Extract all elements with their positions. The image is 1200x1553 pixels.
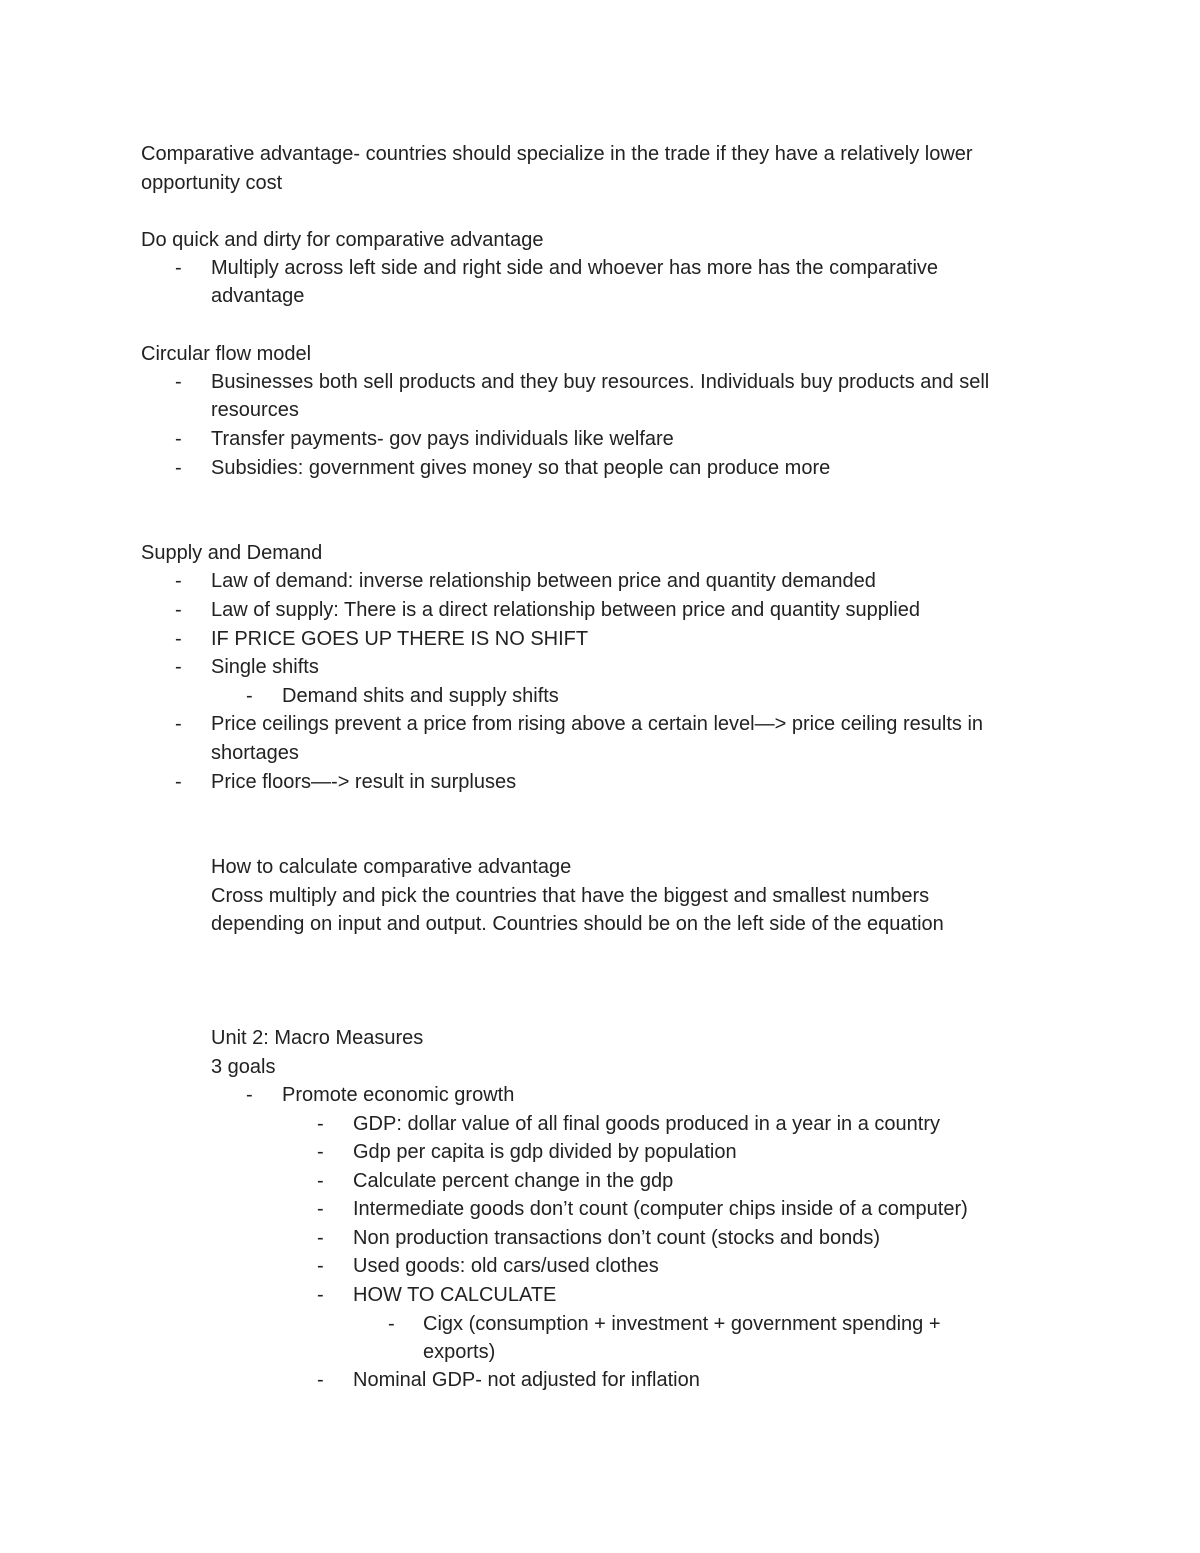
bullet-dash: - (175, 457, 182, 479)
unit2-sub-2: Gdp per capita is gdp divided by population (353, 1141, 737, 1163)
bullet-dash: - (175, 771, 182, 793)
unit2-sub-6: Used goods: old cars/used clothes (353, 1255, 659, 1277)
bullet-dash: - (175, 713, 182, 735)
bullet-dash: - (388, 1313, 395, 1335)
supply-demand-item-5-line-2: shortages (211, 742, 299, 764)
circular-flow-item-1-line-2: resources (211, 399, 299, 421)
calc-line-1: Cross multiply and pick the countries that have the biggest and smallest numbers (211, 885, 930, 907)
unit2-sub-8: Nominal GDP- not adjusted for inflation (353, 1369, 700, 1391)
bullet-dash: - (317, 1255, 324, 1277)
unit2-sub-4: Intermediate goods don’t count (computer chips inside of a computer) (353, 1198, 968, 1220)
bullet-dash: - (175, 371, 182, 393)
circular-flow-heading: Circular flow model (141, 343, 312, 365)
quick-dirty-item-1-line-2: advantage (211, 285, 305, 307)
supply-demand-item-4: Single shifts (211, 656, 319, 678)
supply-demand-item-1: Law of demand: inverse relationship between price and quantity demanded (211, 570, 876, 592)
bullet-dash: - (246, 685, 253, 707)
supply-demand-item-3: IF PRICE GOES UP THERE IS NO SHIFT (211, 628, 589, 650)
bullet-dash: - (175, 656, 182, 678)
supply-demand-item-4-sub-1: Demand shits and supply shifts (282, 685, 559, 707)
calc-heading: How to calculate comparative advantage (211, 856, 572, 878)
bullet-dash: - (175, 428, 182, 450)
calc-line-2: depending on input and output. Countries should be on the left side of the equation (211, 913, 944, 935)
supply-demand-item-6: Price floors—-> result in surpluses (211, 771, 517, 793)
unit2-sub-7-item-1-line-1: Cigx (consumption + investment + government spending + (423, 1313, 941, 1335)
unit2-sub-7-item-1-line-2: exports) (423, 1341, 496, 1363)
bullet-dash: - (317, 1284, 324, 1306)
circular-flow-item-3: Subsidies: government gives money so that people can produce more (211, 457, 831, 479)
unit2-sub-5: Non production transactions don’t count (stocks and bonds) (353, 1227, 880, 1249)
bullet-dash: - (175, 257, 182, 279)
unit2-sub-1: GDP: dollar value of all final goods produced in a year in a country (353, 1113, 941, 1135)
unit2-goals: 3 goals (211, 1056, 276, 1078)
bullet-dash: - (317, 1227, 324, 1249)
bullet-dash: - (175, 628, 182, 650)
unit2-sub-7: HOW TO CALCULATE (353, 1284, 557, 1306)
supply-demand-heading: Supply and Demand (141, 542, 323, 564)
circular-flow-item-1-line-1: Businesses both sell products and they buy resources. Individuals buy products and sell (211, 371, 990, 393)
bullet-dash: - (317, 1369, 324, 1391)
quick-dirty-item-1-line-1: Multiply across left side and right side and whoever has more has the comparative (211, 257, 939, 279)
comparative-advantage-line-1: Comparative advantage- countries should specialize in the trade if they have a relatively lower (141, 143, 973, 165)
comparative-advantage-line-2: opportunity cost (141, 172, 283, 194)
bullet-dash: - (317, 1113, 324, 1135)
bullet-dash: - (175, 570, 182, 592)
unit2-heading: Unit 2: Macro Measures (211, 1027, 424, 1049)
bullet-dash: - (317, 1141, 324, 1163)
supply-demand-item-2: Law of supply: There is a direct relationship between price and quantity supplied (211, 599, 920, 621)
unit2-sub-3: Calculate percent change in the gdp (353, 1170, 674, 1192)
supply-demand-item-5-line-1: Price ceilings prevent a price from rising above a certain level—> price ceiling results in (211, 713, 984, 735)
circular-flow-item-2: Transfer payments- gov pays individuals like welfare (211, 428, 674, 450)
unit2-goal-1: Promote economic growth (282, 1084, 515, 1106)
bullet-dash: - (317, 1198, 324, 1220)
bullet-dash: - (175, 599, 182, 621)
bullet-dash: - (317, 1170, 324, 1192)
bullet-dash: - (246, 1084, 253, 1106)
quick-dirty-heading: Do quick and dirty for comparative advantage (141, 229, 544, 251)
